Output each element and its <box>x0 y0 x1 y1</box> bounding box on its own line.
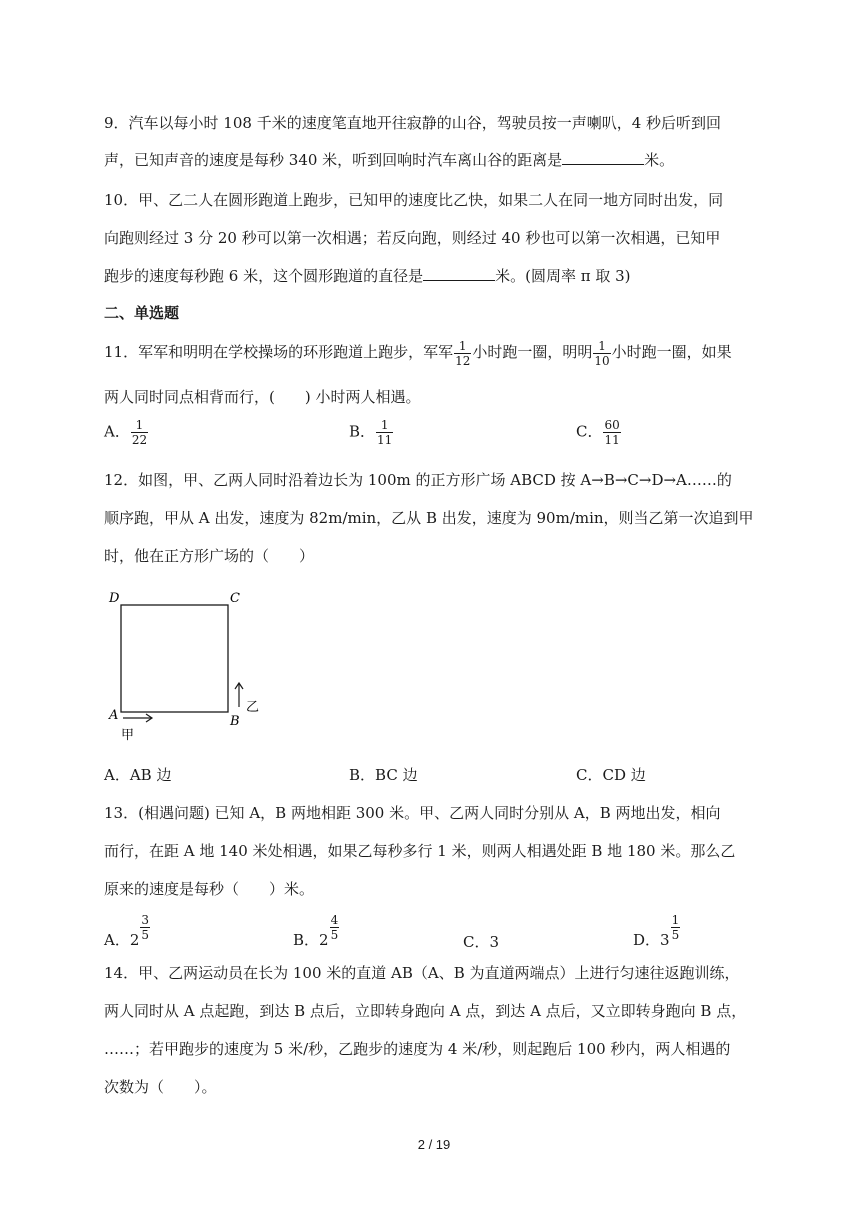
q12-line-2: 顺序跑，甲从 A 出发，速度为 82m/min，乙从 B 出发，速度为 90m/min，则当乙第一次追到甲 <box>104 509 754 527</box>
q14-line-2: 两人同时从 A 点起跑，到达 B 点后，立即转身跑向 A 点，到达 A 点后，又立即转身跑向 B 点， <box>104 1002 747 1020</box>
q13-option-b[interactable]: B． 2 $\frac{4}{5}$ <box>293 912 339 949</box>
q11-line-1: 11．军军和明明在学校操场的环形跑道上跑步，军军 $\frac{1}{12}$ 小时跑一圈，明明 $\frac{1}{10}$ 小时跑一圈，如果 <box>104 338 732 368</box>
q12-option-c[interactable]: C．CD 边 <box>576 766 646 784</box>
q12-option-a[interactable]: A．AB 边 <box>104 766 172 784</box>
q11-option-a[interactable]: A． $\frac{1}{22}$ <box>104 418 148 447</box>
label-a: A <box>109 708 119 723</box>
q14-line-4: 次数为（ ）。 <box>104 1078 217 1096</box>
q13-option-d[interactable]: D． 3 $\frac{1}{5}$ <box>633 912 680 949</box>
label-jia: 甲 <box>121 728 135 743</box>
q13-option-a[interactable]: A． 2 $\frac{3}{5}$ <box>104 912 150 949</box>
answer-blank <box>423 266 495 281</box>
q10-line-2: 向跑则经过 3 分 20 秒可以第一次相遇；若反向跑，则经过 40 秒也可以第一次相遇，已知甲 <box>104 229 721 247</box>
q13-line-2: 而行，在距 A 地 140 米处相遇，如果乙每秒多行 1 米，则两人相遇处距 B 地 180 米。那么乙 <box>104 842 736 860</box>
q14-line-1: 14．甲、乙两运动员在长为 100 米的直道 AB（A、B 为直道两端点）上进行匀速往返跑训练， <box>104 964 740 982</box>
q13-option-c[interactable]: C．3 <box>463 933 500 951</box>
q9-line-2: 声，已知声音的速度是每秒 340 米，听到回响时汽车离山谷的距离是 米。 <box>104 151 675 169</box>
q13-line-1: 13．(相遇问题) 已知 A，B 两地相距 300 米。甲、乙两人同时分别从 A，B 两地出发，相向 <box>104 804 721 822</box>
fraction: $\frac{1}{12}$ <box>455 338 471 368</box>
q10-line-3: 跑步的速度每秒跑 6 米，这个圆形跑道的直径是 米。(圆周率 π 取 3) <box>104 267 631 285</box>
label-b: B <box>230 714 240 729</box>
q14-line-3: ……；若甲跑步的速度为 5 米/秒，乙跑步的速度为 4 米/秒，则起跑后 100 秒内，两人相遇的 <box>104 1040 731 1058</box>
square-figure <box>100 585 280 745</box>
label-c: C <box>230 591 240 606</box>
answer-blank <box>562 150 644 165</box>
q11-line-2: 两人同时同点相背而行，( ) 小时两人相遇。 <box>104 388 421 406</box>
section-title: 二、单选题 <box>104 304 180 322</box>
q11-option-b[interactable]: B． $\frac{1}{11}$ <box>349 418 393 447</box>
q12-option-b[interactable]: B．BC 边 <box>349 766 418 784</box>
q10-line-1: 10．甲、乙二人在圆形跑道上跑步，已知甲的速度比乙快，如果二人在同一地方同时出发，同 <box>104 191 724 209</box>
q12-line-1: 12．如图，甲、乙两人同时沿着边长为 100m 的正方形广场 ABCD 按 A→B→C→D→A……的 <box>104 471 732 489</box>
fraction: $\frac{1}{10}$ <box>594 338 610 368</box>
label-yi: 乙 <box>246 700 260 715</box>
page-number: 2 / 19 <box>417 1137 451 1152</box>
q12-line-3: 时，他在正方形广场的（ ） <box>104 547 315 565</box>
q9-line-1: 9．汽车以每小时 108 千米的速度笔直地开往寂静的山谷，驾驶员按一声喇叭，4 秒后听到回 <box>104 114 722 132</box>
q13-line-3: 原来的速度是每秒（ ）米。 <box>104 880 315 898</box>
square-abcd <box>121 605 228 712</box>
label-d: D <box>109 591 120 606</box>
q11-option-c[interactable]: C． $\frac{60}{11}$ <box>576 418 620 447</box>
